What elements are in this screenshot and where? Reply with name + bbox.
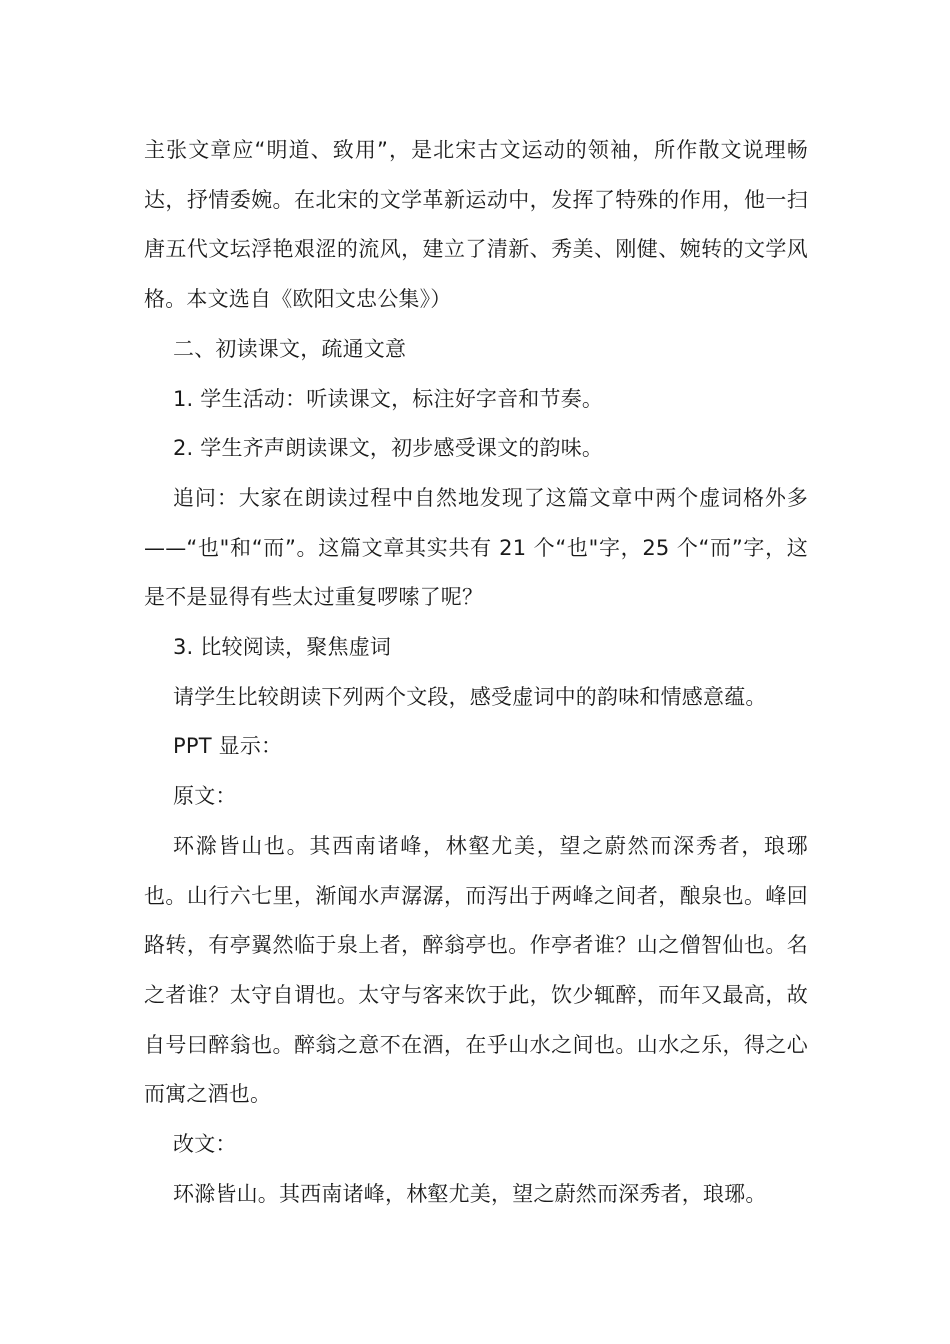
paragraph-step-2: 2. 学生齐声朗读课文，初步感受课文的韵味。 bbox=[173, 436, 604, 461]
paragraph-ppt-label: PPT 显示： bbox=[173, 734, 283, 759]
paragraph-instruction: 请学生比较朗读下列两个文段，感受虚词中的韵味和情感意蕴。 bbox=[173, 684, 767, 709]
paragraph-step-1: 1. 学生活动：听读课文，标注好字音和节奏。 bbox=[173, 386, 604, 411]
paragraph-author-intro: 主张文章应“明道、致用”，是北宋古文运动的领袖，所作散文说理畅达，抒情委婉。在北宋的文学革新运动中，发挥了特殊的作用，他一扫唐五代文坛浮艳艰涩的流风，建立了清新、秀美、刚健、婉转的文学风格。本文选自《欧阳文忠公集》） bbox=[144, 138, 808, 312]
paragraph-follow-up-question: 追问：大家在朗读过程中自然地发现了这篇文章中两个虚词格外多——“也"和“而”。这篇文章其实共有 21 个“也"字，25 个“而”字，这是不是显得有些太过重复啰嗦了呢？ bbox=[144, 485, 808, 610]
paragraph-original-label: 原文： bbox=[173, 784, 237, 809]
paragraph-original-text: 环滁皆山也。其西南诸峰，林壑尤美，望之蔚然而深秀者，琅琊也。山行六七里，渐闻水声潺潺，而泻出于两峰之间者，酿泉也。峰回路转，有亭翼然临于泉上者，醉翁亭也。作亭者谁？山之僧智仙也。名之者谁？太守自谓也。太守与客来饮于此，饮少辄醉，而年又最高，故自号曰醉翁也。醉翁之意不在酒，在乎山水之间也。山水之乐，得之心而寓之酒也。 bbox=[144, 833, 808, 1107]
paragraph-step-3: 3. 比较阅读，聚焦虚词 bbox=[173, 635, 392, 660]
section-heading-first-reading: 二、初读课文，疏通文意 bbox=[173, 336, 407, 361]
paragraph-revised-label: 改文： bbox=[173, 1132, 237, 1157]
paragraph-revised-text: 环滁皆山。其西南诸峰，林壑尤美，望之蔚然而深秀者，琅琊。 bbox=[173, 1181, 767, 1206]
document-body bbox=[144, 126, 808, 1219]
